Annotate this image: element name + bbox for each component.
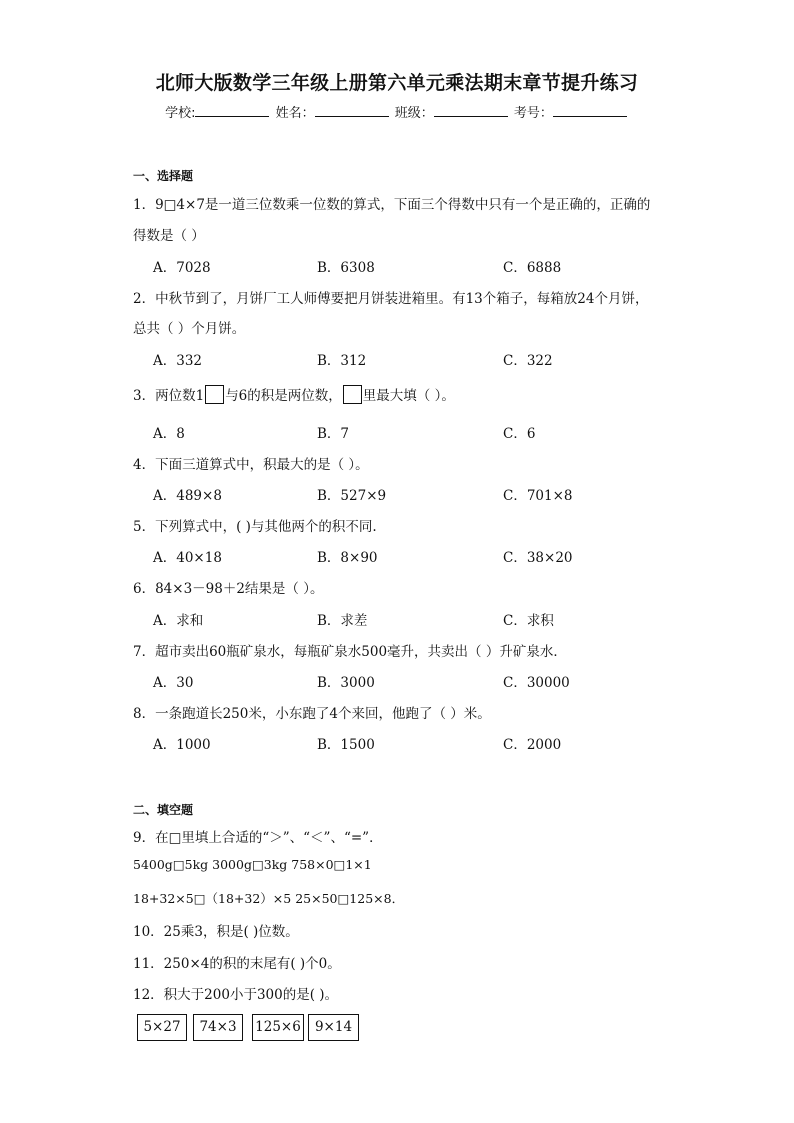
page-title: 北师大版数学三年级上册第六单元乘法期末章节提升练习 bbox=[155, 72, 639, 94]
exam-no-blank[interactable] bbox=[553, 104, 627, 117]
candidate-box[interactable]: 74×3 bbox=[193, 1014, 243, 1041]
option-a[interactable]: A．1000 bbox=[153, 737, 211, 753]
question-3-line bbox=[133, 384, 455, 404]
option-a[interactable]: A．求和 bbox=[153, 613, 204, 629]
option-b[interactable]: B．8×90 bbox=[317, 550, 378, 566]
option-a[interactable]: A．8 bbox=[153, 426, 185, 442]
question-7-line: 7．超市卖出60瓶矿泉水，每瓶矿泉水500毫升，共卖出（ ）升矿泉水． bbox=[133, 644, 567, 660]
question-4-line: 4．下面三道算式中，积最大的是（ ）。 bbox=[133, 457, 369, 473]
option-b[interactable]: B．3000 bbox=[317, 675, 375, 691]
question-3-part-2: 与6的积是两位数， bbox=[225, 388, 342, 404]
option-c[interactable]: C．6888 bbox=[503, 260, 562, 276]
candidate-box[interactable]: 5×27 bbox=[137, 1014, 187, 1041]
name-blank[interactable] bbox=[315, 104, 389, 117]
question-1-line-1: 1．9□4×7是一道三位数乘一位数的算式，下面三个得数中只有一个是正确的，正确的 bbox=[133, 197, 651, 213]
section-heading-fill: 二、填空题 bbox=[133, 803, 194, 817]
option-b[interactable]: B．6308 bbox=[317, 260, 375, 276]
option-c[interactable]: C．求积 bbox=[503, 613, 554, 629]
option-b[interactable]: B．求差 bbox=[317, 613, 368, 629]
option-b[interactable]: B．527×9 bbox=[317, 488, 387, 504]
option-b[interactable]: B．7 bbox=[317, 426, 350, 442]
question-6-line: 6．84×3－98＋2结果是（ ）。 bbox=[133, 581, 324, 597]
name-label: 姓名： bbox=[275, 106, 315, 121]
question-5-line: 5．下列算式中，( )与其他两个的积不同. bbox=[133, 519, 377, 535]
question-10-line: 10．25乘3，积是( )位数。 bbox=[133, 924, 299, 940]
question-9-items-1: 5400g□5kg 3000g□3kg 758×0□1×1 bbox=[133, 857, 372, 872]
question-2-line-1: 2．中秋节到了，月饼厂工人师傅要把月饼装进箱里。有13个箱子，每箱放24个月饼， bbox=[133, 291, 649, 307]
blank-square[interactable] bbox=[343, 385, 362, 404]
question-11-line: 11．250×4的积的末尾有( )个0。 bbox=[133, 956, 341, 972]
candidate-box[interactable]: 125×6 bbox=[252, 1014, 304, 1041]
question-8-line: 8．一条跑道长250米，小东跑了4个来回，他跑了（ ）米。 bbox=[133, 706, 491, 722]
class-label: 班级： bbox=[394, 106, 434, 121]
option-a[interactable]: A．332 bbox=[153, 353, 203, 369]
option-a[interactable]: A．7028 bbox=[153, 260, 211, 276]
option-a[interactable]: A．30 bbox=[153, 675, 194, 691]
option-c[interactable]: C．38×20 bbox=[503, 550, 573, 566]
question-9-line: 9．在□里填上合适的“＞”、“＜”、“=”． bbox=[133, 830, 383, 846]
option-c[interactable]: C．701×8 bbox=[503, 488, 573, 504]
question-3-part-3: 里最大填（ ）。 bbox=[362, 388, 455, 404]
question-3-part-1: 3．两位数1 bbox=[133, 388, 205, 404]
option-b[interactable]: B．312 bbox=[317, 353, 367, 369]
blank-square[interactable] bbox=[205, 385, 224, 404]
question-12-line: 12．积大于200小于300的是( )。 bbox=[133, 987, 339, 1003]
candidate-box[interactable]: 9×14 bbox=[308, 1014, 359, 1041]
student-info-line bbox=[0, 102, 794, 121]
option-c[interactable]: C．2000 bbox=[503, 737, 562, 753]
option-c[interactable]: C．6 bbox=[503, 426, 536, 442]
option-c[interactable]: C．322 bbox=[503, 353, 553, 369]
option-c[interactable]: C．30000 bbox=[503, 675, 570, 691]
question-9-items-2: 18+32×5□（18+32）×5 25×50□125×8． bbox=[133, 891, 405, 906]
question-2-line-2: 总共（ ）个月饼。 bbox=[133, 321, 246, 337]
exam-no-label: 考号： bbox=[513, 106, 553, 121]
option-a[interactable]: A．40×18 bbox=[153, 550, 222, 566]
option-a[interactable]: A．489×8 bbox=[153, 488, 222, 504]
school-label: 学校: bbox=[165, 106, 196, 121]
question-1-line-2: 得数是（ ） bbox=[133, 228, 205, 244]
school-blank[interactable] bbox=[195, 104, 269, 117]
section-heading-choice: 一、选择题 bbox=[133, 169, 194, 183]
class-blank[interactable] bbox=[434, 104, 508, 117]
option-b[interactable]: B．1500 bbox=[317, 737, 375, 753]
